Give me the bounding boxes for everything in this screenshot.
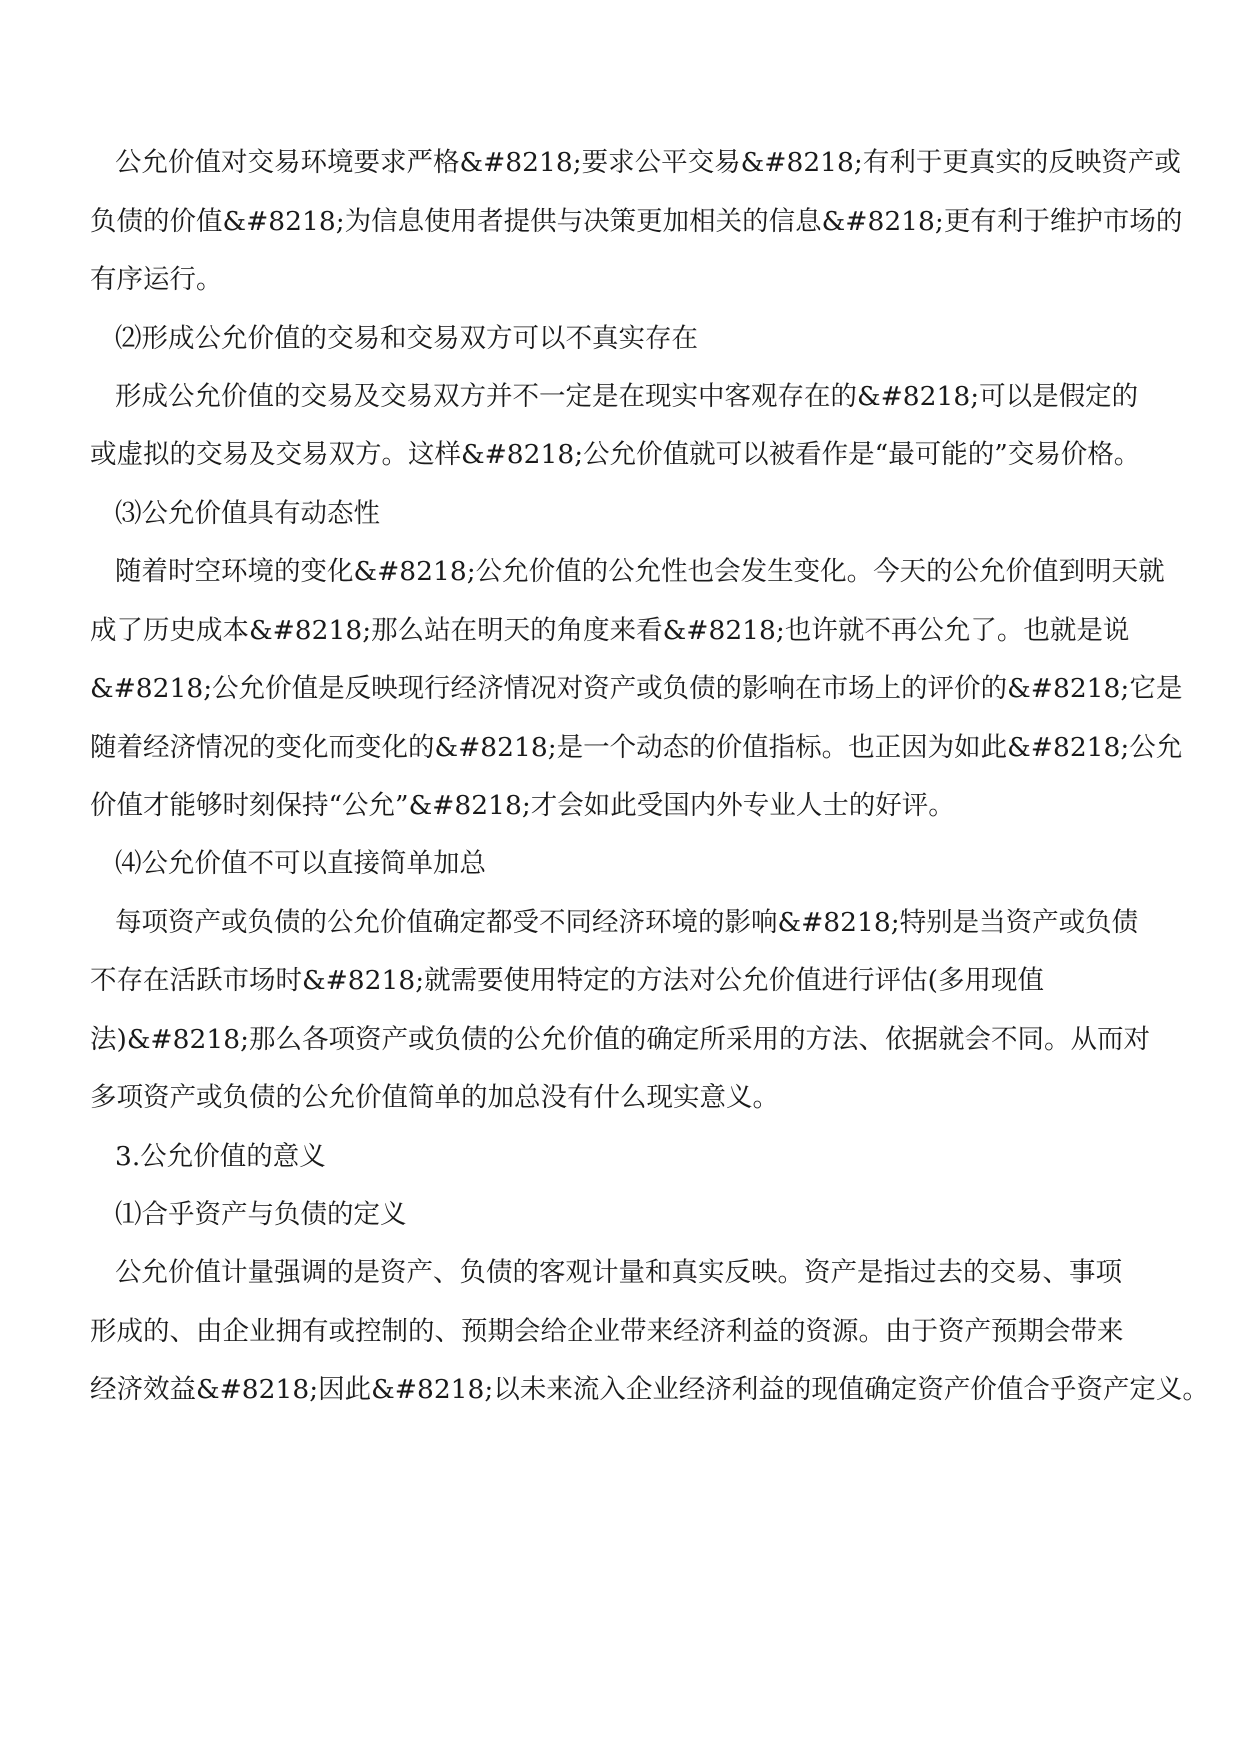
paragraph-line: 公允价值对交易环境要求严格&#8218;要求公平交易&#8218;有利于更真实的反映资产或 xyxy=(115,147,1181,178)
paragraph-line: 有序运行。 xyxy=(90,264,223,295)
section-heading: ⑷公允价值不可以直接简单加总 xyxy=(115,848,486,879)
paragraph-line: 负债的价值&#8218;为信息使用者提供与决策更加相关的信息&#8218;更有利于维护市场的 xyxy=(90,206,1183,237)
paragraph-line: 或虚拟的交易及交易双方。这样&#8218;公允价值就可以被看作是“最可能的”交易价格。 xyxy=(90,439,1141,470)
section-heading: ⑵形成公允价值的交易和交易双方可以不真实存在 xyxy=(115,323,698,354)
paragraph-line: 价值才能够时刻保持“公允”&#8218;才会如此受国内外专业人士的好评。 xyxy=(90,790,955,821)
paragraph-line: 随着经济情况的变化而变化的&#8218;是一个动态的价值指标。也正因为如此&#8218;公允 xyxy=(90,732,1183,763)
paragraph-line: &#8218;公允价值是反映现行经济情况对资产或负债的影响在市场上的评价的&#8218;它是 xyxy=(90,673,1183,704)
paragraph-line: 成了历史成本&#8218;那么站在明天的角度来看&#8218;也许就不再公允了。也就是说 xyxy=(90,615,1130,646)
paragraph-line: 每项资产或负债的公允价值确定都受不同经济环境的影响&#8218;特别是当资产或负债 xyxy=(115,907,1139,938)
paragraph-line: 多项资产或负债的公允价值简单的加总没有什么现实意义。 xyxy=(90,1082,779,1113)
paragraph-line: 经济效益&#8218;因此&#8218;以未来流入企业经济利益的现值确定资产价值合乎资产定义。 xyxy=(90,1374,1209,1405)
section-heading: ⑶公允价值具有动态性 xyxy=(115,498,380,529)
paragraph-line: 形成公允价值的交易及交易双方并不一定是在现实中客观存在的&#8218;可以是假定的 xyxy=(115,381,1139,412)
paragraph-line: 公允价值计量强调的是资产、负债的客观计量和真实反映。资产是指过去的交易、事项 xyxy=(115,1257,1122,1288)
section-heading: ⑴合乎资产与负债的定义 xyxy=(115,1199,407,1230)
paragraph-line: 形成的、由企业拥有或控制的、预期会给企业带来经济利益的资源。由于资产预期会带来 xyxy=(90,1316,1124,1347)
section-heading: 3.公允价值的意义 xyxy=(115,1141,326,1172)
paragraph-line: 随着时空环境的变化&#8218;公允价值的公允性也会发生变化。今天的公允价值到明天就 xyxy=(115,556,1165,587)
paragraph-line: 法)&#8218;那么各项资产或负债的公允价值的确定所采用的方法、依据就会不同。从而对 xyxy=(90,1024,1150,1055)
paragraph-line: 不存在活跃市场时&#8218;就需要使用特定的方法对公允价值进行评估(多用现值 xyxy=(90,965,1044,996)
